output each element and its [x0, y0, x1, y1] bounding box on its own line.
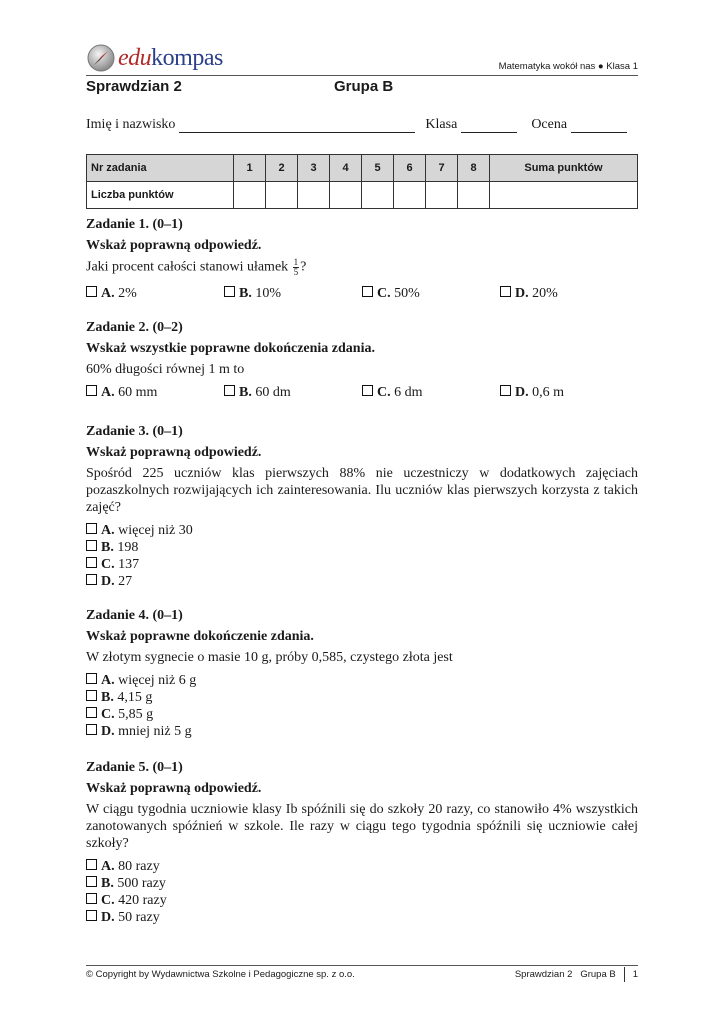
option-text: 6 dm — [394, 385, 423, 400]
task-title: Zadanie 5. (0–1) — [86, 760, 183, 775]
points-cell[interactable] — [330, 182, 362, 209]
option-letter: C. — [101, 893, 115, 908]
task-text: 60% długości równej 1 m to — [86, 362, 245, 377]
task-command: Wskaż poprawną odpowiedź. — [86, 238, 262, 253]
option-letter: D. — [515, 385, 529, 400]
task-text: W ciągu tygodnia uczniowie klasy Ib spóźnili się do szkoły 20 razy, co stanowiło 4% wszystkich zanotowanych spóźnień w szkole. Ile razy w ciągu tego tygodnia spóźnili się uczniowie całej szkoły? — [86, 802, 638, 851]
name-field[interactable] — [179, 118, 415, 133]
task-5 — [86, 759, 638, 926]
checkbox-icon[interactable] — [86, 286, 97, 297]
option-c[interactable] — [362, 384, 500, 401]
task-1 — [86, 216, 638, 302]
task-title: Zadanie 1. (0–1) — [86, 217, 183, 232]
option-text: 420 razy — [118, 893, 167, 908]
option-c[interactable] — [86, 892, 638, 909]
points-cell[interactable] — [394, 182, 426, 209]
task-number: 4 — [330, 155, 362, 182]
grade-label: Ocena — [531, 117, 568, 132]
checkbox-icon[interactable] — [86, 893, 97, 904]
points-label: Liczba punktów — [87, 182, 234, 209]
option-text: 20% — [532, 286, 558, 301]
option-text: 60 mm — [118, 385, 158, 400]
task-number: 7 — [426, 155, 458, 182]
checkbox-icon[interactable] — [86, 910, 97, 921]
checkbox-icon[interactable] — [86, 724, 97, 735]
checkbox-icon[interactable] — [86, 690, 97, 701]
class-label: Klasa — [425, 117, 458, 132]
option-letter: A. — [101, 673, 115, 688]
option-letter: B. — [101, 876, 114, 891]
option-a[interactable] — [86, 858, 638, 875]
sum-label: Suma punktów — [490, 155, 638, 182]
task-command: Wskaż poprawną odpowiedź. — [86, 445, 262, 460]
checkbox-icon[interactable] — [86, 385, 97, 396]
points-table — [86, 154, 638, 209]
task-title: Zadanie 4. (0–1) — [86, 608, 183, 623]
checkbox-icon[interactable] — [86, 859, 97, 870]
task-command: Wskaż poprawne dokończenie zdania. — [86, 629, 314, 644]
checkbox-icon[interactable] — [224, 286, 235, 297]
points-cell[interactable] — [362, 182, 394, 209]
option-text: 0,6 m — [532, 385, 565, 400]
option-b[interactable] — [224, 384, 362, 401]
option-c[interactable] — [86, 556, 638, 573]
header-divider — [86, 75, 638, 76]
group-title: Grupa B — [334, 78, 394, 95]
checkbox-icon[interactable] — [86, 673, 97, 684]
task-title: Zadanie 2. (0–2) — [86, 320, 183, 335]
option-b[interactable] — [86, 539, 638, 556]
option-letter: B. — [239, 286, 252, 301]
options — [86, 285, 638, 302]
option-a[interactable] — [86, 672, 638, 689]
checkbox-icon[interactable] — [86, 876, 97, 887]
compass-logo-icon — [86, 43, 116, 73]
option-letter: B. — [239, 385, 252, 400]
checkbox-icon[interactable] — [362, 286, 373, 297]
table-header-row — [87, 155, 638, 182]
option-text: 198 — [117, 540, 139, 555]
task-number: 3 — [298, 155, 330, 182]
checkbox-icon[interactable] — [86, 557, 97, 568]
option-text: 50 razy — [118, 910, 160, 925]
options — [86, 384, 638, 401]
option-b[interactable] — [86, 689, 638, 706]
option-text: 10% — [255, 286, 282, 301]
option-text: 60 dm — [255, 385, 291, 400]
points-cell[interactable] — [458, 182, 490, 209]
option-letter: A. — [101, 385, 115, 400]
footer-divider — [86, 965, 638, 966]
option-d[interactable] — [86, 723, 638, 740]
task-number: 8 — [458, 155, 490, 182]
footer-test-label: Sprawdzian 2 Grupa B — [514, 969, 616, 980]
option-letter: D. — [515, 286, 529, 301]
task-command: Wskaż wszystkie poprawne dokończenia zdania. — [86, 341, 375, 356]
option-letter: C. — [377, 286, 391, 301]
task-2 — [86, 319, 638, 401]
option-text: 137 — [118, 557, 140, 572]
task-command: Wskaż poprawną odpowiedź. — [86, 781, 262, 796]
option-c[interactable] — [362, 285, 500, 302]
logo-edu-text: edu — [118, 44, 152, 71]
option-text: 50% — [394, 286, 420, 301]
test-title: Sprawdzian 2 — [86, 78, 182, 95]
series-label: Matematyka wokół nas ● Klasa 1 — [498, 61, 638, 72]
class-field[interactable] — [461, 118, 517, 133]
checkbox-icon[interactable] — [86, 707, 97, 718]
task-number: 6 — [394, 155, 426, 182]
option-letter: A. — [101, 859, 115, 874]
fraction — [293, 258, 300, 277]
sum-cell[interactable] — [490, 182, 638, 209]
checkbox-icon[interactable] — [362, 385, 373, 396]
task-text — [86, 258, 638, 277]
points-row — [87, 182, 638, 209]
option-letter: C. — [101, 707, 115, 722]
option-a[interactable] — [86, 384, 224, 401]
question-mark: ? — [300, 259, 307, 275]
checkbox-icon[interactable] — [500, 385, 511, 396]
task-number-label: Nr zadania — [87, 155, 234, 182]
option-a[interactable] — [86, 522, 638, 539]
option-text: 80 razy — [118, 859, 160, 874]
option-c[interactable] — [86, 706, 638, 723]
option-letter: B. — [101, 690, 114, 705]
task-text: W złotym sygnecie o masie 10 g, próby 0,585, czystego złota jest — [86, 650, 453, 665]
option-letter: A. — [101, 523, 115, 538]
option-d[interactable] — [86, 573, 638, 590]
checkbox-icon[interactable] — [224, 385, 235, 396]
task-number: 5 — [362, 155, 394, 182]
option-text: 27 — [118, 574, 133, 589]
checkbox-icon[interactable] — [86, 523, 97, 534]
option-d[interactable] — [500, 285, 638, 302]
question-text: Jaki procent całości stanowi ułamek — [86, 259, 289, 275]
task-3 — [86, 423, 638, 590]
option-text: mniej niż 5 g — [118, 724, 192, 739]
task-text: Spośród 225 uczniów klas pierwszych 88% nie uczestniczy w dodatkowych zajęciach pozaszkolnych rozwijających ich zainteresowania. Ilu uczniów klas pierwszych korzysta z takich zajęć? — [86, 466, 638, 515]
name-label: Imię i nazwisko — [86, 117, 176, 132]
points-cell[interactable] — [266, 182, 298, 209]
option-text: 2% — [118, 286, 137, 301]
option-text: więcej niż 30 — [118, 523, 193, 538]
option-letter: D. — [101, 724, 115, 739]
logo-kompas-text: kompas — [151, 44, 223, 71]
option-d[interactable] — [86, 909, 638, 926]
option-b[interactable] — [224, 285, 362, 302]
option-d[interactable] — [500, 384, 638, 401]
option-text: 5,85 g — [118, 707, 154, 722]
option-letter: C. — [377, 385, 391, 400]
option-text: więcej niż 6 g — [118, 673, 197, 688]
fraction-numerator: 1 — [293, 257, 299, 267]
edukompas-logo — [86, 42, 223, 74]
checkbox-icon[interactable] — [500, 286, 511, 297]
option-letter: B. — [101, 540, 114, 555]
option-a[interactable] — [86, 285, 224, 302]
footer-info — [515, 967, 638, 982]
student-info-row — [86, 117, 638, 133]
task-number: 2 — [266, 155, 298, 182]
option-b[interactable] — [86, 875, 638, 892]
points-cell[interactable] — [298, 182, 330, 209]
checkbox-icon[interactable] — [86, 574, 97, 585]
checkbox-icon[interactable] — [86, 540, 97, 551]
option-letter: D. — [101, 910, 115, 925]
grade-field[interactable] — [571, 118, 627, 133]
option-letter: C. — [101, 557, 115, 572]
option-letter: D. — [101, 574, 115, 589]
option-text: 500 razy — [117, 876, 166, 891]
task-number: 1 — [234, 155, 266, 182]
points-cell[interactable] — [234, 182, 266, 209]
option-letter: A. — [101, 286, 115, 301]
copyright: © Copyright by Wydawnictwa Szkolne i Pedagogiczne sp. z o.o. — [86, 969, 355, 980]
option-text: 4,15 g — [117, 690, 153, 705]
page-number: 1 — [632, 969, 638, 980]
fraction-denominator: 5 — [293, 267, 299, 277]
task-4 — [86, 607, 638, 740]
task-title: Zadanie 3. (0–1) — [86, 424, 183, 439]
footer-separator — [624, 967, 625, 982]
points-cell[interactable] — [426, 182, 458, 209]
